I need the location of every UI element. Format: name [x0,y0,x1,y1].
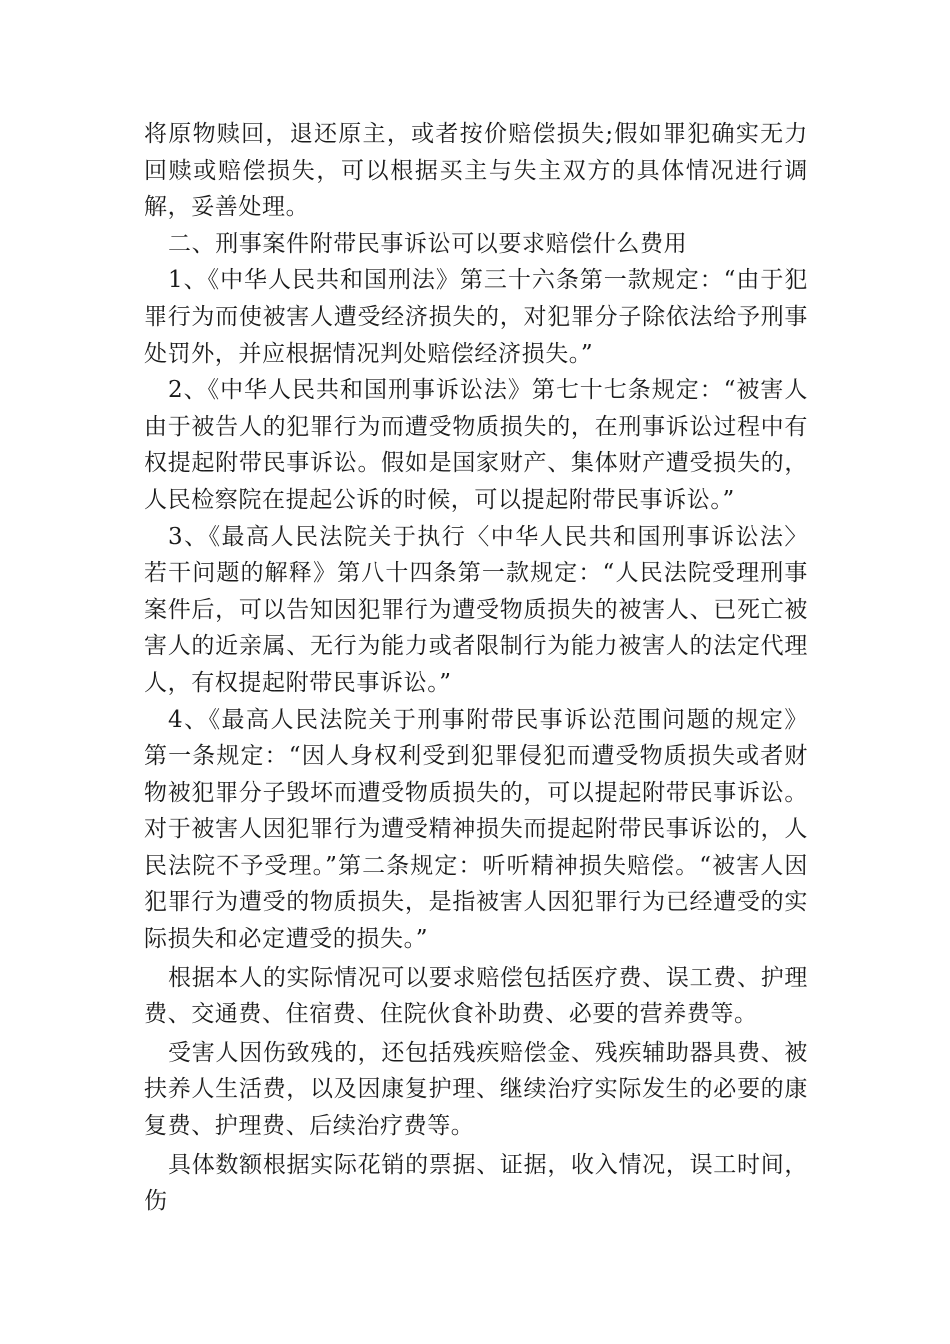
paragraph-amount-basis: 具体数额根据实际花销的票据、证据，收入情况，误工时间，伤 [144,1151,808,1215]
paragraph-criminal-law-article-36: 1、《中华人民共和国刑法》第三十六条第一款规定：“由于犯罪行为而使被害人遭受经济损失的，对犯罪分子除依法给予刑事处罚外，并应根据情况判处赔偿经济损失。” [144,267,808,367]
paragraph-disability-compensation: 受害人因伤致残的，还包括残疾赔偿金、残疾辅助器具费、被扶养人生活费，以及因康复护理、继续治疗实际发生的必要的康复费、护理费、后续治疗费等。 [144,1039,808,1140]
paragraph-compensation-types: 根据本人的实际情况可以要求赔偿包括医疗费、误工费、护理费、交通费、住宿费、住院伙食补助费、必要的营养费等。 [144,964,808,1028]
paragraph-interpretation-article-84: 3、《最高人民法院关于执行〈中华人民共和国刑事诉讼法〉若干问题的解释》第八十四条第一款规定：“人民法院受理刑事案件后，可以告知因犯罪行为遭受物质损失的被害人、已死亡被害人的近亲属、无行为能力或者限制行为能力被害人的法定代理人，有权提起附带民事诉讼。” [144,523,808,696]
paragraph-procedure-law-article-77: 2、《中华人民共和国刑事诉讼法》第七十七条规定：“被害人由于被告人的犯罪行为而遭受物质损失的，在刑事诉讼过程中有权提起附带民事诉讼。假如是国家财产、集体财产遭受损失的，人民检察院在提起公诉的时候，可以提起附带民事诉讼。” [144,377,808,513]
paragraph-restitution: 将原物赎回，退还原主，或者按价赔偿损失;假如罪犯确实无力回赎或赔偿损失，可以根据买主与失主双方的具体情况进行调解，妥善处理。 [144,121,808,221]
document-body [144,116,808,1220]
section-heading-compensation-items: 二、刑事案件附带民事诉讼可以要求赔偿什么费用 [168,230,688,257]
paragraph-scope-regulation: 4、《最高人民法院关于刑事附带民事诉讼范围问题的规定》第一条规定：“因人身权利受到犯罪侵犯而遭受物质损失或者财物被犯罪分子毁坏而遭受物质损失的，可以提起附带民事诉讼。对于被害人因犯罪行为遭受精神损失而提起附带民事诉讼的，人民法院不予受理。”第二条规定：听听精神损失赔偿。“被害人因犯罪行为遭受的物质损失，是指被害人因犯罪行为已经遭受的实际损失和必定遭受的损失。” [144,706,808,953]
